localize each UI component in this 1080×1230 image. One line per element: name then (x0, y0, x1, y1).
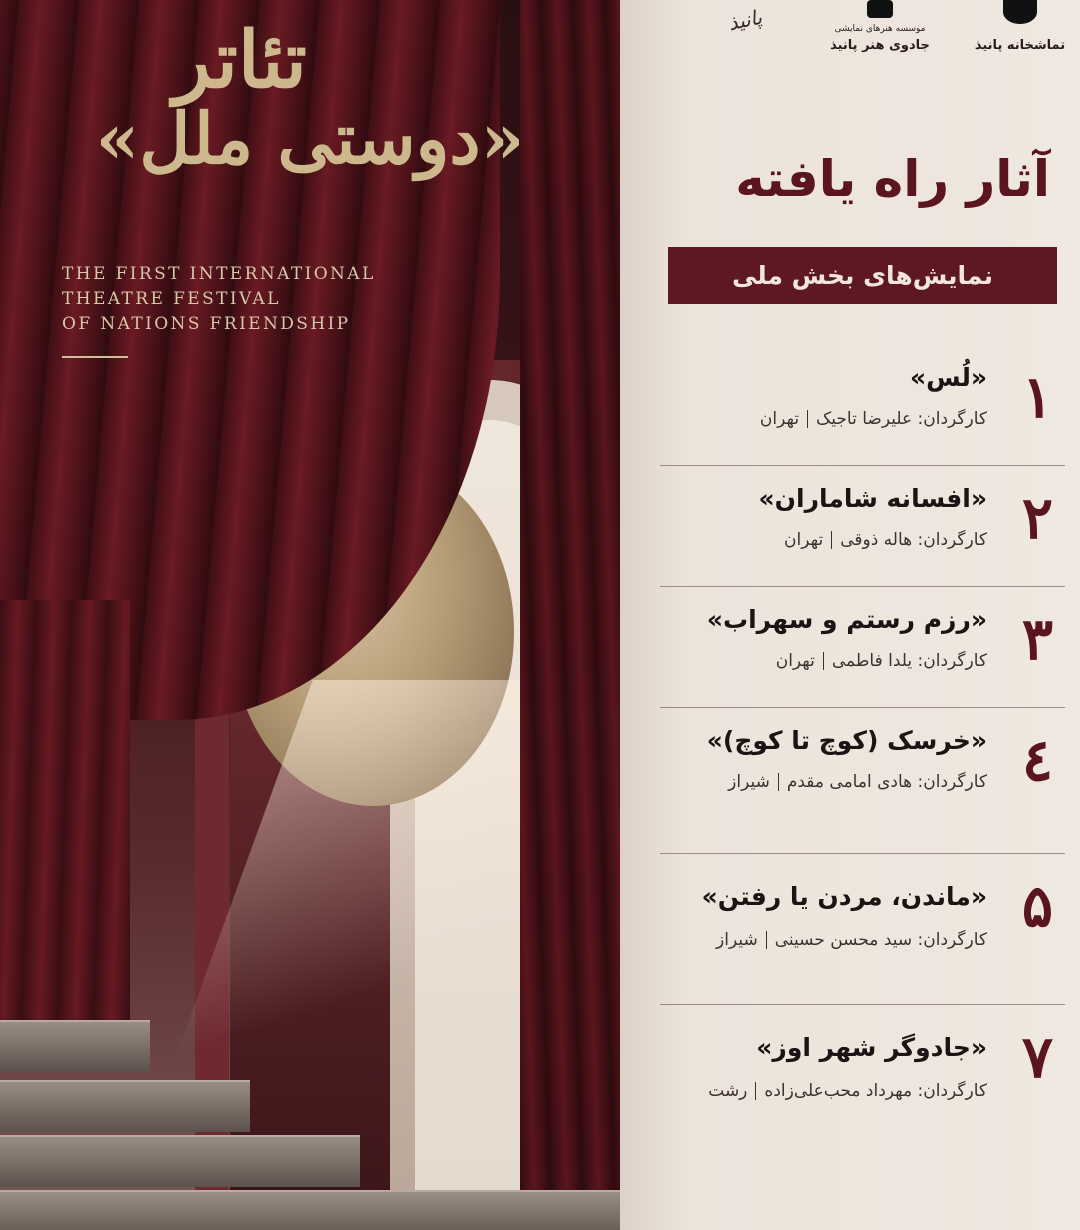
item-number: ٤ (1021, 726, 1054, 794)
logo-panizh-art-subtitle: موسسه هنرهای نمایشی (834, 24, 926, 34)
festival-title-line2: «دوستی ملل» (95, 96, 525, 180)
section-heading: آثار راه یافته (735, 150, 1050, 208)
stair-step (0, 1190, 640, 1230)
item-number: ۳ (1021, 605, 1054, 673)
item-director (784, 530, 987, 550)
director-label: کارگردان: (917, 930, 987, 950)
festival-title-line1: تئاتر (173, 15, 307, 106)
item-title: «رزم رستم و سهراب» (706, 605, 987, 634)
stair-step (0, 1080, 250, 1132)
item-city: تهران (759, 409, 800, 429)
director-name: هاله ذوقی (840, 530, 913, 550)
item-title: «افسانه شاماران» (758, 484, 987, 513)
item-city: تهران (775, 651, 815, 671)
title-divider (62, 356, 128, 358)
director-label: کارگردان: (917, 651, 987, 671)
list-item (660, 466, 1065, 587)
logo-panizh-theatre-text: تماشخانه پانیذ (974, 38, 1066, 53)
item-title: «جادوگر شهر اوز» (756, 1033, 987, 1062)
separator (755, 1082, 756, 1100)
festival-title-fa (40, 15, 640, 180)
item-director (776, 651, 987, 671)
panizh-bird-icon (1003, 0, 1037, 24)
festival-title-en (62, 262, 376, 337)
director-label: کارگردان: (917, 1081, 987, 1101)
list-item (660, 708, 1065, 854)
separator (807, 410, 808, 428)
item-city: شیراز (728, 772, 770, 792)
item-director (716, 930, 987, 950)
item-title: «لُس» (909, 363, 987, 392)
separator (823, 652, 824, 670)
festival-title-en-line: OF NATIONS FRIENDSHIP (62, 314, 351, 334)
item-director (760, 409, 987, 429)
director-name: یلدا فاطمی (831, 651, 913, 671)
section-banner: نمایش‌های بخش ملی (668, 247, 1057, 304)
festival-title-en-line: THEATRE FESTIVAL (62, 289, 281, 309)
director-name: مهرداد محب‌علی‌زاده (764, 1081, 913, 1101)
director-label: کارگردان: (917, 772, 987, 792)
logo-calligraphy (690, 0, 800, 36)
curtain-drop (0, 600, 130, 1070)
list-item (660, 1005, 1065, 1145)
item-city: شیراز (716, 930, 758, 950)
list-item (660, 345, 1065, 466)
list-item (660, 587, 1065, 708)
item-title: «خرسک (کوچ تا کوچ)» (706, 726, 987, 755)
calligraphy-signature: پانیذ (725, 4, 765, 36)
stage-stairs (0, 1010, 640, 1230)
separator (766, 931, 767, 949)
stair-step (0, 1020, 150, 1072)
item-title: «ماندن، مردن یا رفتن» (701, 882, 987, 911)
logo-panizh-theatre (960, 0, 1080, 53)
panizh-art-icon (867, 0, 893, 18)
stair-step (0, 1135, 360, 1187)
logo-panizh-art (810, 0, 950, 53)
item-director (728, 772, 987, 792)
director-name: سید محسن حسینی (774, 930, 913, 950)
sponsor-logos (680, 0, 1080, 70)
works-list (660, 345, 1065, 1145)
item-director (708, 1081, 987, 1101)
festival-title-en-line: THE FIRST INTERNATIONAL (62, 264, 376, 284)
item-number: ۱ (1021, 363, 1054, 431)
director-label: کارگردان: (917, 409, 987, 429)
director-name: علیرضا تاجیک (816, 409, 913, 429)
item-number: ۵ (1021, 872, 1054, 940)
director-label: کارگردان: (917, 530, 987, 550)
separator (831, 531, 832, 549)
director-name: هادی امامی مقدم (786, 772, 913, 792)
separator (778, 773, 779, 791)
item-number: ۲ (1021, 484, 1054, 552)
item-city: تهران (784, 530, 824, 550)
list-item (660, 854, 1065, 1005)
logo-panizh-art-text: جادوی هنر پانیذ (830, 38, 930, 53)
item-city: رشت (708, 1081, 748, 1101)
item-number: ۷ (1021, 1023, 1054, 1091)
